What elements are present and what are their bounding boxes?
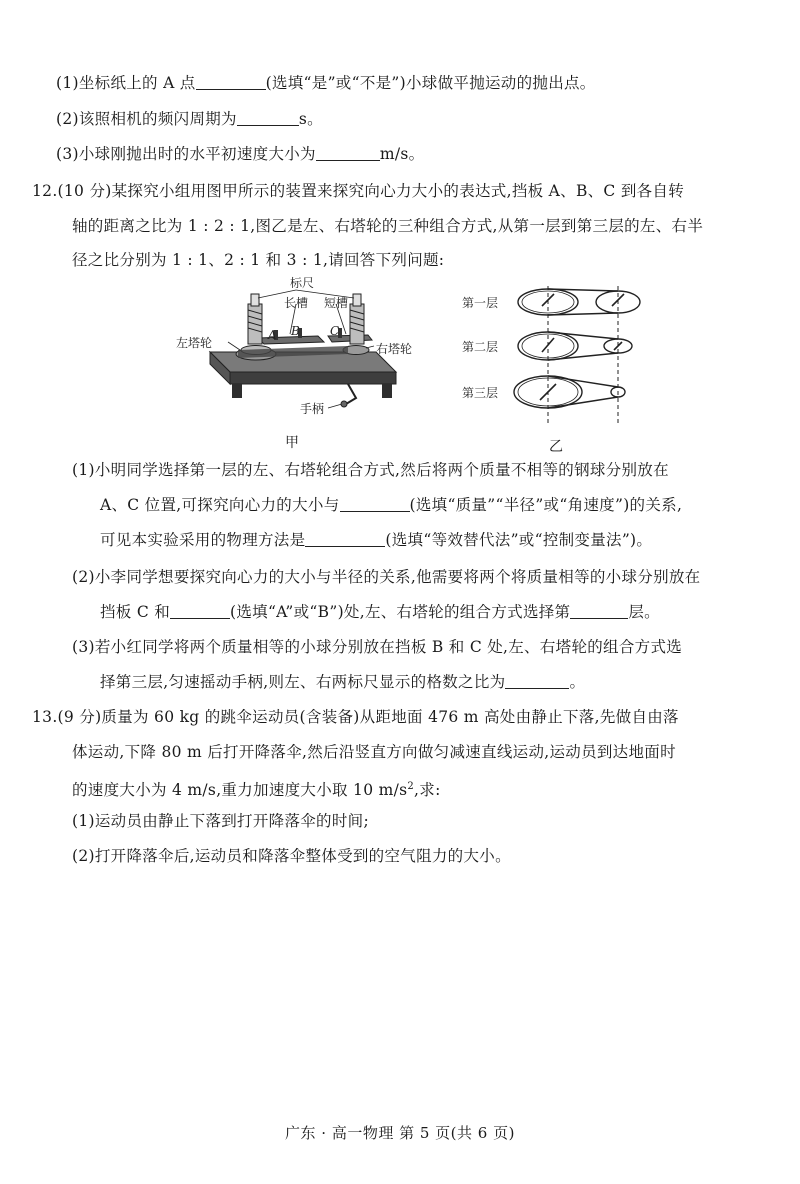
q13-stem-line2: 体运动,下降 80 m 后打开降落伞,然后沿竖直方向做匀减速直线运动,运动员到达地面时 [72, 743, 676, 761]
q12-part2-line2 [100, 601, 660, 623]
label-layer-1: 第一层 [462, 296, 499, 310]
label-baffle-c: C [330, 324, 340, 338]
q11-p3-text-a: (3)小球刚抛出时的水平初速度大小为 [56, 145, 316, 163]
q12-p1-text-d: (选填“等效替代法”或“控制变量法”)。 [385, 531, 653, 549]
label-layer-3: 第三层 [462, 386, 499, 400]
q13-stem-line1: 13.(9 分)质量为 60 kg 的跳伞运动员(含装备)从距地面 476 m 高处由静止下落,先做自由落 [32, 708, 679, 726]
q13-stem3-text-a: 的速度大小为 4 m/s,重力加速度大小取 10 m/s [72, 781, 408, 800]
answer-blank[interactable] [316, 144, 380, 161]
q12-p2-text-a: 挡板 C 和 [100, 603, 171, 621]
answer-blank[interactable] [505, 672, 569, 689]
answer-blank[interactable] [237, 109, 299, 126]
q11-p1-text-a: (1)坐标纸上的 A 点 [56, 74, 196, 92]
q12-p1-text-b: (选填“质量”“半径”或“角速度”)的关系, [409, 496, 683, 514]
q11-p1-text-b: (选填“是”或“不是”)小球做平抛运动的抛出点。 [265, 74, 596, 92]
q13-superscript: 2 [407, 781, 415, 792]
q12-stem-line1: 12.(10 分)某探究小组用图甲所示的装置来探究向心力大小的表达式,挡板 A、B、C 到各自转 [32, 182, 685, 200]
label-ruler: 标尺 [290, 276, 315, 290]
q12-part3-line2 [100, 671, 585, 693]
q13-part2: (2)打开降落伞后,运动员和降落伞整体受到的空气阻力的大小。 [72, 847, 511, 865]
answer-blank[interactable] [305, 530, 385, 547]
q11-part1 [56, 72, 596, 94]
label-left-tower-wheel: 左塔轮 [176, 336, 213, 350]
label-right-tower-wheel: 右塔轮 [376, 342, 413, 356]
answer-blank[interactable] [196, 73, 266, 90]
answer-blank[interactable] [570, 602, 628, 619]
q13-stem-line3 [72, 776, 441, 801]
answer-blank[interactable] [340, 495, 410, 512]
q12-p3-text-b: 。 [569, 673, 586, 691]
q12-part1-line1: (1)小明同学选择第一层的左、右塔轮组合方式,然后将两个质量不相等的钢球分别放在 [72, 461, 669, 479]
q12-p3-text-a: 择第三层,匀速摇动手柄,则左、右两标尺显示的格数之比为 [100, 673, 506, 691]
q12-p2-text-b: (选填“A”或“B”)处,左、右塔轮的组合方式选择第 [230, 603, 571, 621]
page-footer: 广东 · 高一物理 第 5 页(共 6 页) [285, 1124, 515, 1142]
q11-p3-text-b: m/s。 [379, 145, 425, 163]
label-baffle-a: A [268, 328, 277, 342]
label-handle: 手柄 [300, 402, 325, 416]
figure-apparatus [176, 276, 428, 430]
q11-part2 [56, 108, 323, 130]
q12-p1-text-a: A、C 位置,可探究向心力的大小与 [100, 496, 340, 514]
q12-stem-line3: 径之比分别为 1 : 1、2 : 1 和 3 : 1,请回答下列问题: [72, 251, 445, 269]
figure-pulley-combinations [462, 284, 642, 426]
label-baffle-b: B [291, 324, 300, 338]
figure-caption-jia: 甲 [285, 435, 299, 451]
q12-stem-line2: 轴的距离之比为 1 : 2 : 1,图乙是左、右塔轮的三种组合方式,从第一层到第三层的左、右半 [72, 217, 704, 235]
q11-p2-text-a: (2)该照相机的频闪周期为 [56, 110, 237, 128]
q12-part2-line1: (2)小李同学想要探究向心力的大小与半径的关系,他需要将两个将质量相等的小球分别放在 [72, 568, 701, 586]
label-short-slot: 短槽 [324, 296, 349, 310]
q12-part1-line2 [100, 494, 682, 516]
q11-p2-text-b: s。 [298, 110, 323, 128]
figure-caption-yi: 乙 [549, 439, 563, 455]
label-layer-2: 第二层 [462, 340, 499, 354]
q12-part1-line3 [100, 529, 652, 551]
q12-part3-line1: (3)若小红同学将两个质量相等的小球分别放在挡板 B 和 C 处,左、右塔轮的组合方式选 [72, 638, 683, 656]
label-long-slot: 长槽 [284, 296, 309, 310]
answer-blank[interactable] [170, 602, 230, 619]
q12-p2-text-c: 层。 [628, 603, 660, 621]
q13-part1: (1)运动员由静止下落到打开降落伞的时间; [72, 812, 369, 830]
q12-p1-text-c: 可见本实验采用的物理方法是 [100, 531, 306, 549]
q13-stem3-text-b: ,求: [414, 781, 441, 800]
q11-part3 [56, 143, 424, 165]
